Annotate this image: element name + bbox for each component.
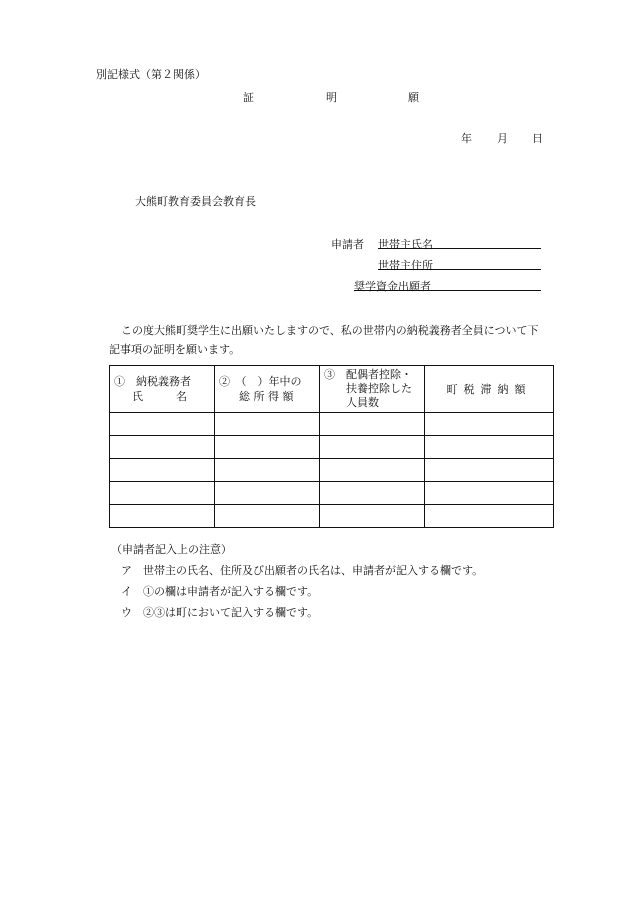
applicant-label: 申請者	[331, 238, 364, 251]
header-total-income	[215, 366, 320, 413]
note-item-u: ウ ②③は町において記入する欄です。	[121, 606, 319, 619]
table-row	[110, 482, 554, 505]
certificate-table	[109, 365, 554, 528]
table-cell[interactable]	[110, 505, 215, 528]
table-cell[interactable]	[320, 459, 425, 482]
form-label: 別記様式（第２関係）	[96, 68, 206, 81]
header-town-tax-arrears: 町税滞納額	[425, 366, 554, 413]
scholar-applicant-field[interactable]	[354, 278, 541, 291]
head-name-label: 世帯主氏名	[378, 238, 433, 251]
table-cell[interactable]	[215, 413, 320, 436]
header-deduction-count	[320, 366, 425, 413]
table-cell[interactable]	[425, 413, 554, 436]
note-item-a: ア 世帯主の氏名、住所及び出願者の氏名は、申請者が記入する欄です。	[121, 564, 484, 577]
header-taxpayer-name-line-1: ① 納税義務者	[114, 375, 191, 388]
body-text-line-1: この度大熊町奨学生に出願いたしますので、私の世帯内の納税義務者全員について下	[121, 324, 539, 337]
table-cell[interactable]	[110, 482, 215, 505]
table-cell[interactable]	[320, 482, 425, 505]
table-cell[interactable]	[110, 459, 215, 482]
table-row	[110, 436, 554, 459]
addressee: 大熊町教育委員会教育長	[135, 195, 256, 208]
table-cell[interactable]	[425, 482, 554, 505]
header-deduction-count-line-1: ③ 配偶者控除・	[324, 368, 412, 381]
header-taxpayer-name-line-2: 氏 名	[132, 390, 187, 403]
table-cell[interactable]	[425, 459, 554, 482]
body-text-line-2: 記事項の証明を願います。	[109, 343, 241, 356]
table-cell[interactable]	[215, 505, 320, 528]
table-row	[110, 505, 554, 528]
table-cell[interactable]	[110, 436, 215, 459]
note-item-i: イ ①の欄は申請者が記入する欄です。	[121, 585, 319, 598]
table-cell[interactable]	[425, 436, 554, 459]
table-cell[interactable]	[425, 505, 554, 528]
table-row	[110, 459, 554, 482]
notes-heading: （申請者記入上の注意）	[111, 543, 232, 556]
header-taxpayer-name	[110, 366, 215, 413]
header-total-income-line-1: ② （ ）年中の	[219, 375, 302, 388]
table-header-row	[110, 366, 554, 413]
table-cell[interactable]	[215, 459, 320, 482]
table-cell[interactable]	[320, 505, 425, 528]
head-address-label: 世帯主住所	[378, 259, 433, 272]
date-day: 日	[532, 132, 543, 145]
header-deduction-count-line-3: 人員数	[346, 396, 379, 409]
table-cell[interactable]	[215, 482, 320, 505]
title-char-3: 願	[408, 91, 419, 104]
table-cell[interactable]	[110, 413, 215, 436]
title-char-2: 明	[326, 91, 337, 104]
table-cell[interactable]	[320, 413, 425, 436]
head-name-field[interactable]	[378, 236, 541, 249]
date-year: 年	[461, 132, 472, 145]
title-char-1: 証	[243, 91, 254, 104]
table-row	[110, 413, 554, 436]
table-cell[interactable]	[215, 436, 320, 459]
header-deduction-count-line-2: 扶養控除した	[346, 382, 412, 395]
scholar-applicant-label: 奨学資金出願者	[354, 280, 431, 293]
header-total-income-line-2: 総 所 得 額	[239, 390, 294, 403]
date-month: 月	[497, 132, 508, 145]
head-address-field[interactable]	[378, 257, 541, 270]
table-cell[interactable]	[320, 436, 425, 459]
